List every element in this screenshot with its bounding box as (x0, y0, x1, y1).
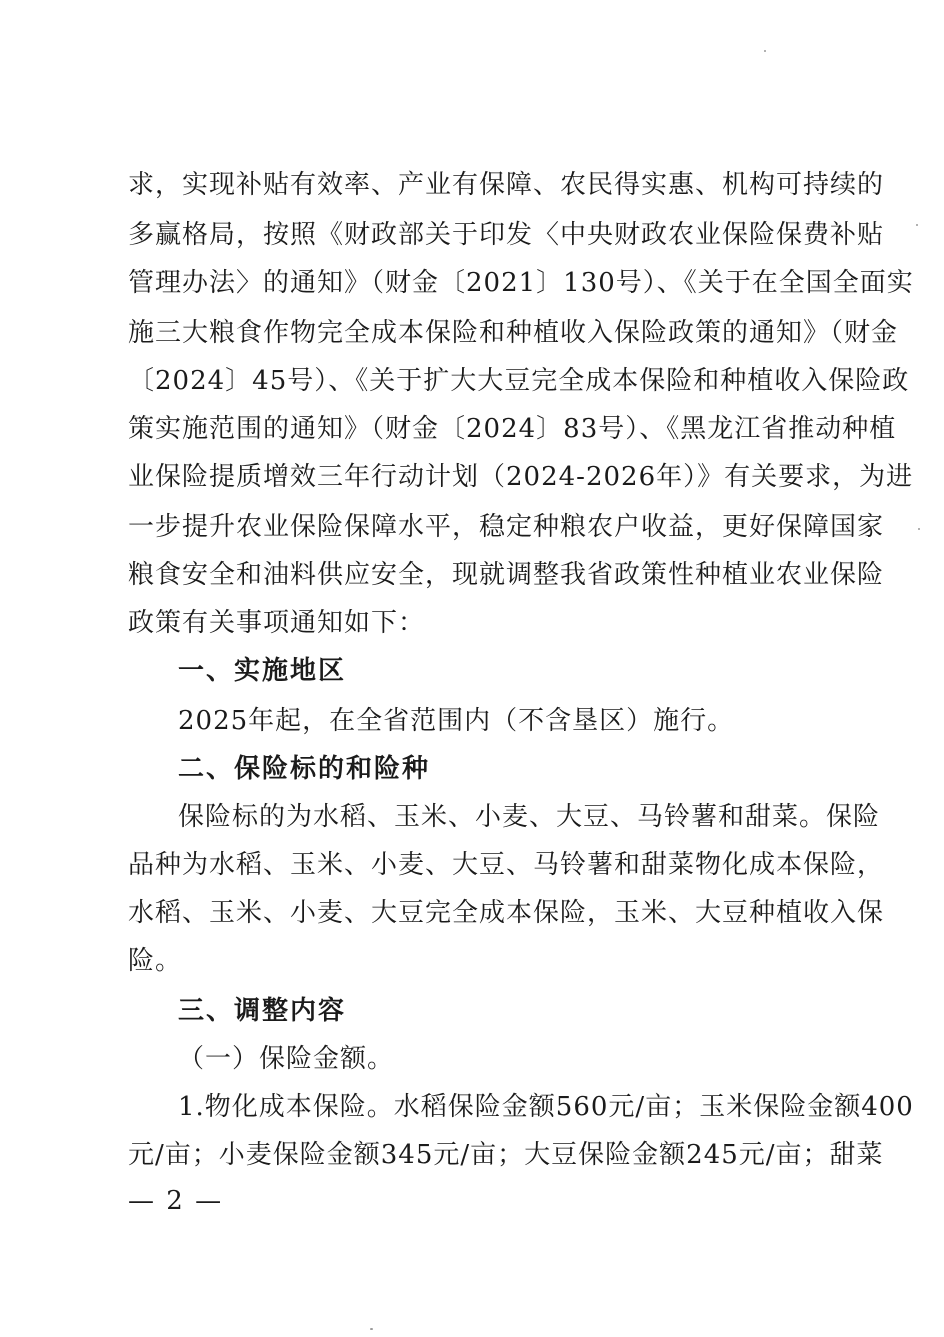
section-1-body: 2025年起，在全省范围内（不含垦区）施行。 (178, 706, 735, 736)
scan-speck (918, 528, 920, 530)
scan-speck (370, 1328, 373, 1330)
section-heading-3: 三、调整内容 (178, 996, 347, 1026)
section-heading-2: 二、保险标的和险种 (178, 754, 431, 784)
section-heading-1: 一、实施地区 (178, 656, 347, 686)
subsection-heading: （一）保险金额。 (178, 1044, 395, 1074)
body-line: 〔2024〕45号）、《关于扩大大豆完全成本保险和种植收入保险政 (128, 366, 910, 396)
body-line: 1.物化成本保险。水稻保险金额560元/亩；玉米保险金额400 (178, 1092, 914, 1122)
body-line: 元/亩；小麦保险金额345元/亩；大豆保险金额245元/亩；甜菜 (128, 1140, 884, 1170)
body-line: 粮食安全和油料供应安全，现就调整我省政策性种植业农业保险 (128, 560, 885, 590)
body-line: 多赢格局，按照《财政部关于印发〈中央财政农业保险保费补贴 (128, 220, 885, 250)
body-line: 施三大粮食作物完全成本保险和种植收入保险政策的通知》（财金 (128, 318, 899, 348)
page-number: — 2 — (128, 1186, 224, 1216)
body-line: 求，实现补贴有效率、产业有保障、农民得实惠、机构可持续的 (128, 170, 885, 200)
body-line: 一步提升农业保险保障水平，稳定种粮农户收益，更好保障国家 (128, 512, 885, 542)
body-line: 政策有关事项通知如下： (128, 608, 426, 638)
scan-speck (764, 50, 766, 52)
body-line: 业保险提质增效三年行动计划（2024-2026年）》有关要求，为进 (128, 462, 914, 492)
scan-speck (916, 224, 918, 226)
body-line: 品种为水稻、玉米、小麦、大豆、马铃薯和甜菜物化成本保险， (128, 850, 885, 880)
body-line: 险。 (128, 946, 183, 976)
body-line: 水稻、玉米、小麦、大豆完全成本保险，玉米、大豆种植收入保 (128, 898, 885, 928)
body-line: 保险标的为水稻、玉米、小麦、大豆、马铃薯和甜菜。保险 (178, 802, 881, 832)
body-line: 策实施范围的通知》（财金〔2024〕83号）、《黑龙江省推动种植 (128, 414, 897, 444)
body-line: 管理办法〉的通知》（财金〔2021〕130号）、《关于在全国全面实 (128, 268, 914, 298)
